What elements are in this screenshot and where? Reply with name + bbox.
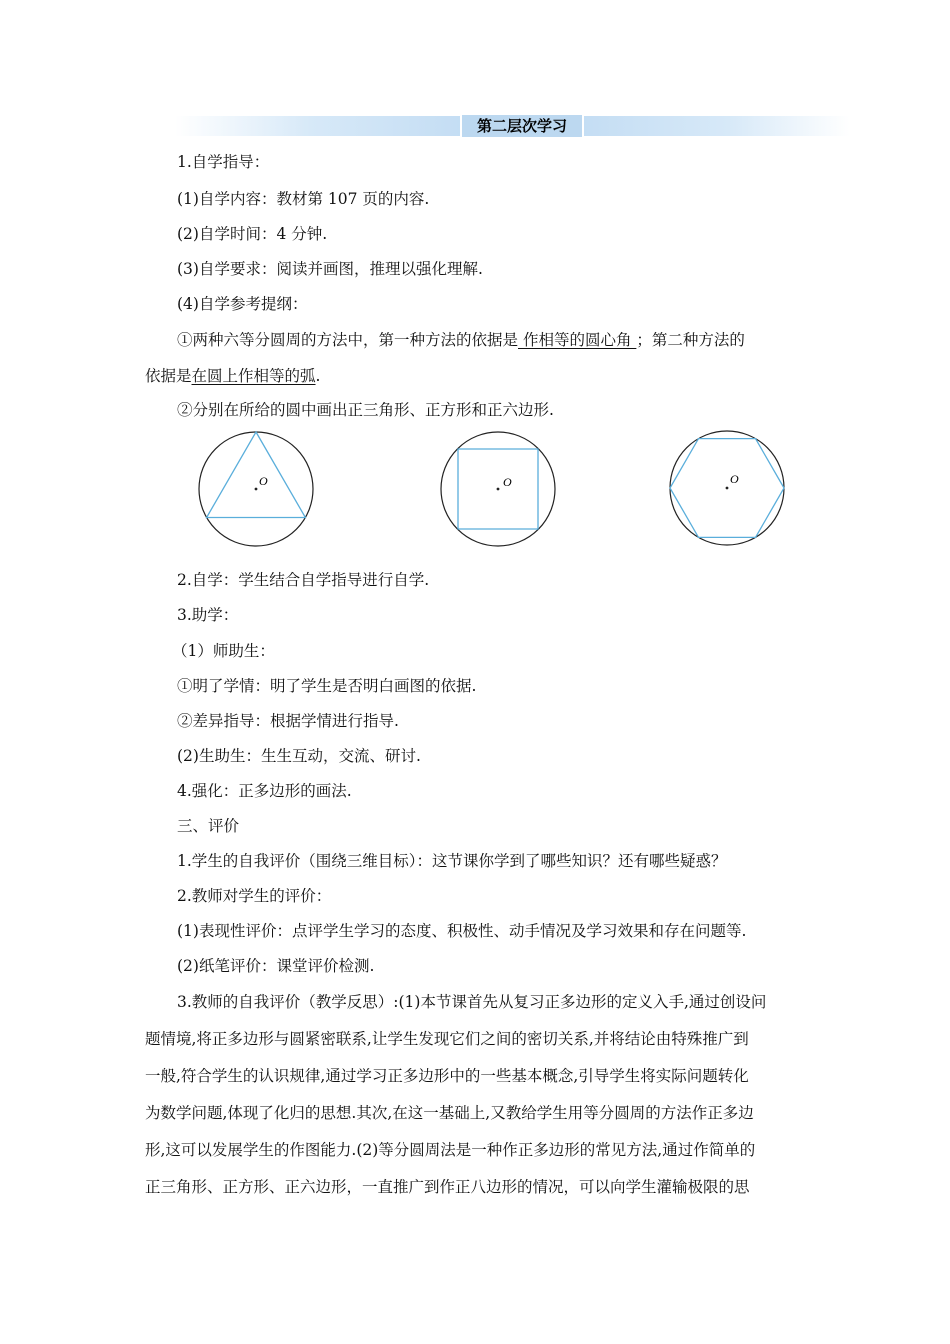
time-item: (2)自学时间：4 分钟. — [177, 225, 328, 243]
question-1-answer-2: 在圆上作相等的弧 — [191, 367, 316, 385]
evaluation-2-2: (2)纸笔评价：课堂评价检测. — [177, 957, 375, 975]
evaluation-3-line: 题情境,将正多边形与圆紧密联系,让学生发现它们之间的密切关系,并将结论由特殊推广到 — [145, 1030, 749, 1048]
section-heading: 三、评价 — [177, 817, 240, 835]
figure-hexagon — [670, 431, 784, 545]
student-help: (2)生助生：生生互动，交流、研讨. — [177, 747, 421, 765]
teacher-help: （1）师助生： — [172, 642, 275, 660]
evaluation-1: 1.学生的自我评价（围绕三维目标）：这节课你学到了哪些知识？还有哪些疑惑？ — [177, 852, 727, 870]
question-1-answer-1: 作相等的圆心角 — [518, 331, 637, 349]
center-label-3: O — [730, 472, 739, 486]
tip-2: ②差异指导：根据学情进行指导. — [177, 712, 399, 730]
evaluation-3-line: 形,这可以发展学生的作图能力.(2)等分圆周法是一种作正多边形的常见方法,通过作简单的 — [145, 1141, 756, 1159]
guide-heading: 1.自学指导： — [177, 153, 270, 171]
center-dot-2 — [497, 488, 500, 491]
outline-item: (4)自学参考提纲： — [177, 295, 308, 313]
equilateral-triangle — [207, 432, 306, 518]
help-study: 3.助学： — [177, 606, 239, 624]
page-title: 第二层次学习 — [460, 115, 584, 137]
center-dot-3 — [726, 487, 729, 490]
evaluation-3-line: 一般,符合学生的认识规律,通过学习正多边形中的一些基本概念,引导学生将实际问题转化 — [145, 1067, 749, 1085]
figure-square — [441, 432, 555, 546]
question-1-prefix: ①两种六等分圆周的方法中，第一种方法的依据是 — [177, 331, 519, 349]
tip-1: ①明了学情：明了学生是否明白画图的依据. — [177, 677, 477, 695]
question-2: ②分别在所给的圆中画出正三角形、正方形和正六边形. — [177, 401, 554, 419]
evaluation-2: 2.教师对学生的评价： — [177, 887, 332, 905]
requirement-item: (3)自学要求：阅读并画图，推理以强化理解. — [177, 260, 483, 278]
center-label-1: O — [259, 474, 268, 488]
question-1-line2-prefix: 依据是 — [145, 367, 192, 385]
question-1-middle: ；第二种方法的 — [636, 331, 745, 349]
evaluation-3-line: 3.教师的自我评价（教学反思）:(1)本节课首先从复习正多边形的定义入手,通过创设问 — [177, 993, 767, 1011]
figure-triangle — [199, 432, 313, 546]
question-1-line2-suffix: . — [315, 367, 321, 385]
evaluation-3-line: 正三角形、正方形、正六边形，一直推广到作正八边形的情况，可以向学生灌输极限的思 — [145, 1178, 750, 1196]
polygon-figures — [0, 0, 950, 600]
center-dot-1 — [255, 488, 258, 491]
evaluation-2-1: (1)表现性评价：点评学生学习的态度、积极性、动手情况及学习效果和存在问题等. — [177, 922, 747, 940]
content-item: (1)自学内容：教材第 107 页的内容. — [177, 190, 430, 208]
self-study: 2.自学：学生结合自学指导进行自学. — [177, 571, 430, 589]
reinforce: 4.强化：正多边形的画法. — [177, 782, 352, 800]
evaluation-3-line: 为数学问题,体现了化归的思想.其次,在这一基础上,又教给学生用等分圆周的方法作正多边 — [145, 1104, 754, 1122]
center-label-2: O — [503, 475, 512, 489]
